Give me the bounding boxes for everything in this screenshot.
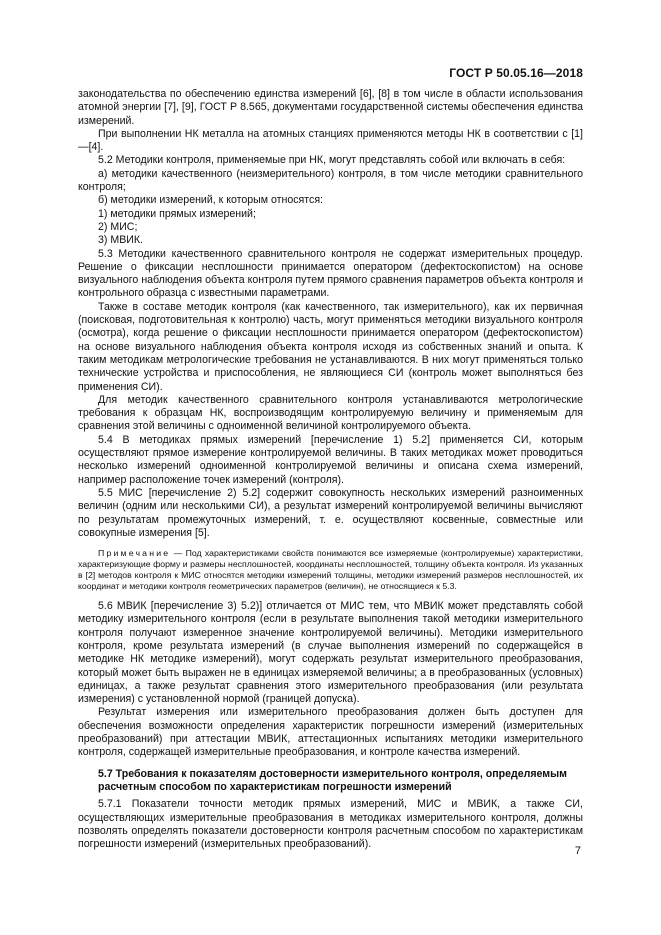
note [78, 548, 583, 592]
paragraph: 5.3 Методики качественного сравнительного контроля не содержат измерительных процедур. Решение о фиксации несплошности принимается оператором (дефектоскопистом) на основе визуального наблюдения объекта контроля путем прямого сравнения параметров объекта контроля и контрольного образца с известными параметрами. [78, 247, 583, 300]
document-id-header: ГОСТ Р 50.05.16—2018 [449, 66, 583, 80]
paragraph: законодательства по обеспечению единства измерений [6], [8] в том числе в области использования атомной энергии [7], [9], ГОСТ Р 8.565, документами государственной системы обеспечения единства измерений. [78, 88, 583, 127]
note-text: — Под характеристиками свойств понимаются все измеряемые (контролируемые) характеристики, характеризующие форму и размеры несплошностей, координаты несплошностей, толщину объекта контроля. Из указанных в [2] методов контроля к МИС относятся методики измерений толщины, методики измерений размеров несплошностей, их координат и методики контроля геометрических параметров (величин), не относящиеся к 5.3. [78, 548, 583, 592]
list-item: 1) методики прямых измерений; [98, 207, 256, 220]
paragraph: Для методик качественного сравнительного контроля устанавливаются метрологические требования к образцам НК, воспроизводящим контролируемую величину и применяемым для сравнения этой величины с одноименной величиной контролируемого объекта. [78, 393, 583, 433]
page-number: 7 [574, 845, 581, 857]
list-item: а) методики качественного (неизмерительного) контроля, в том числе методики сравнительного контроля; [78, 167, 583, 194]
paragraph: Результат измерения или измерительного преобразования должен быть доступен для обеспечения возможности определения характеристик погрешности измерений (измерительных преобразований) при аттестации МВИК, аттестационных испытаниях методики измерительного контроля, содержащей измерительные преобразования, и контроле качества измерений. [78, 706, 583, 759]
paragraph: Также в составе методик контроля (как качественного, так измерительного), как их первичная (поисковая, подготовительная к контролю) часть, могут применяться методики визуального контроля (осмотра), когда решение о фиксации несплошности принимается оператором (дефектоскопистом) на основе визуального наблюдения объекта контроля исходя из собственных знаний и опыта. К таким методикам метрологические требования не устанавливаются. В них могут применяться только технические устройства и приспособления, не являющиеся СИ (контроль может выполняться без применения СИ). [78, 300, 583, 393]
paragraph: 5.5 МИС [перечисление 2) 5.2] содержит совокупность нескольких измерений разноименных величин (одним или несколькими СИ), а результат измерений контролируемой величины вычисляют по результатам промежуточных измерений, т. е. осуществляют косвенные, совместные или совокупные измерения [5]. [78, 486, 583, 539]
paragraph: 5.6 МВИК [перечисление 3) 5.2)] отличается от МИС тем, что МВИК может представлять собой методику измерительного контроля (если в результате выполнения такой методики измерительного контроля получают измеренное значение контролируемой величины). Методики измерительного контроля, кроме результата измерений (в случае выполнения измерений по содержащейся в методике НК методике измерений), могут содержать результат измерительного преобразования, который может быть выражен не в единицах измеряемой величины; а в преобразованных (условных) единицах, а также результат сравнения этого измерительного преобразования (или результата измерения) с установленной нормой (границей допуска). [78, 600, 583, 706]
list-item: 3) МВИК. [98, 234, 143, 247]
paragraph: При выполнении НК металла на атомных станциях применяются методы НК в соответствии с [1]—[4]. [78, 127, 583, 154]
paragraph: 5.7.1 Показатели точности методик прямых измерений, МИС и МВИК, а также СИ, осуществляющих измерительные преобразования в методиках измерительного контроля, должны позволять определять показатели достоверности контроля расчетным способом по характеристикам погрешности измерений (измерительных преобразований). [78, 798, 583, 851]
list-item: 2) МИС; [98, 220, 138, 233]
document-body [78, 88, 583, 851]
section-heading: 5.7 Требования к показателям достоверности измерительного контроля, определяемым расчетным способом по характеристикам погрешности измерений [98, 767, 568, 793]
paragraph: 5.2 Методики контроля, применяемые при НК, могут представлять собой или включать в себя: [98, 154, 566, 167]
note-lead: Примечание [98, 548, 171, 559]
list-item: б) методики измерений, к которым относятся: [98, 194, 323, 207]
paragraph: 5.4 В методиках прямых измерений [перечисление 1) 5.2] применяется СИ, которым осуществляют прямое измерение контролируемой величины. В таких методиках может проводиться несколько измерений одноименной контролируемой величины и описана схема измерений, например расположение точек измерений (контроля). [78, 433, 583, 486]
